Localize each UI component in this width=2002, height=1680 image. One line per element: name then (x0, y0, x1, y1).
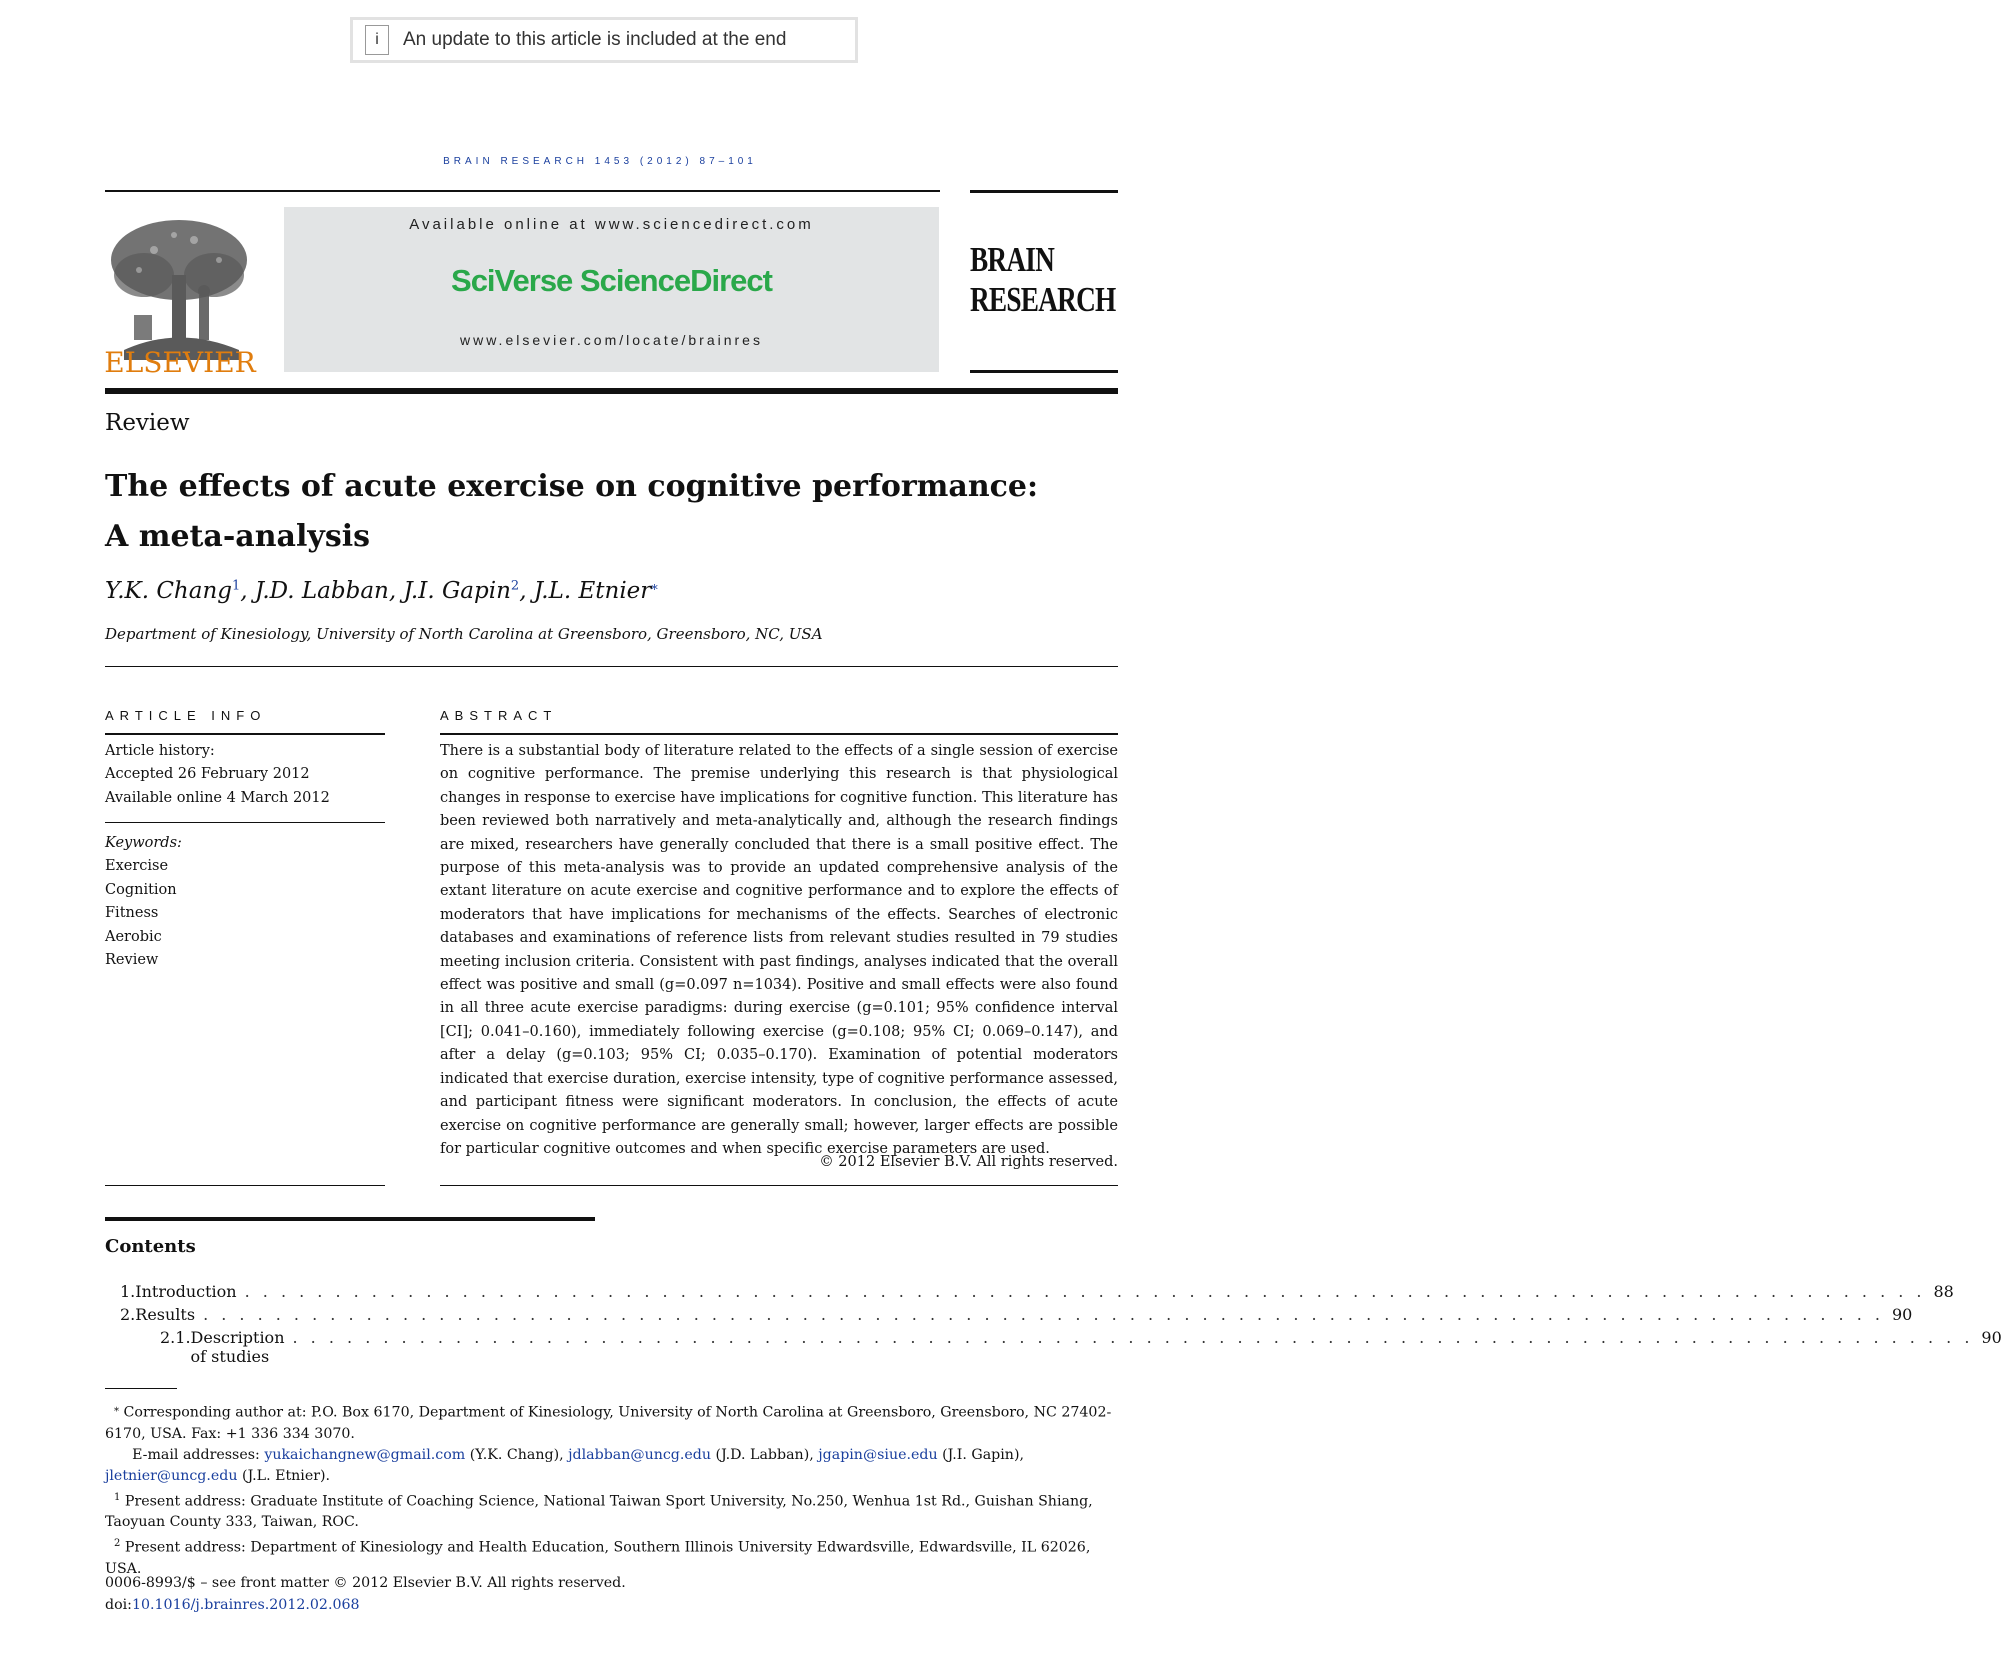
available-online-text: Available online at www.sciencedirect.com (409, 216, 814, 233)
author-list: Y.K. Chang$^1$, J.D. Labban, J.I. Gapin$^2$, J.L. Etnier⁎ (105, 578, 658, 604)
article-info-heading: ARTICLE INFO (105, 708, 267, 723)
toc-page: 88 (1933, 1282, 1954, 1301)
email-link[interactable]: jgapin@siue.edu (818, 1446, 938, 1463)
toc-page: 90 (1891, 1305, 1913, 1324)
footnote-2-text: Present address: Department of Kinesiology and Health Education, Southern Illinois University Edwardsville, Edwardsville, IL 62026, USA. (105, 1540, 1091, 1578)
email-link[interactable]: yukaichangnew@gmail.com (264, 1446, 466, 1463)
author-mark[interactable]: ⁎ (651, 578, 658, 594)
abstract-copyright: © 2012 Elsevier B.V. All rights reserved. (819, 1154, 1118, 1170)
email-label: E-mail addresses: (132, 1446, 260, 1463)
author-name[interactable]: J.L. Etnier (533, 578, 652, 604)
author-name[interactable]: J.D. Labban (254, 578, 389, 604)
email-owner: (J.L. Etnier). (242, 1467, 331, 1484)
header-bottom-rule (105, 388, 1118, 394)
footnote-mark: 2 (114, 1538, 121, 1550)
footnotes (105, 1398, 1118, 1580)
author-name[interactable]: Y.K. Chang (105, 578, 232, 604)
abstract-bottom-rule (440, 1185, 1118, 1186)
footnote-rule (105, 1388, 177, 1389)
elsevier-wordmark: ELSEVIER (104, 346, 256, 379)
contents-heading: Contents (105, 1236, 196, 1257)
abstract-heading: ABSTRACT (440, 708, 558, 723)
footnote-1-text: Present address: Graduate Institute of Coaching Science, National Taiwan Sport University, No.250, Wenhua 1st Rd., Guishan Shiang, Taoyuan County 333, Taiwan, ROC. (105, 1493, 1093, 1531)
email-owner: (J.I. Gapin), (942, 1446, 1024, 1463)
history-label: Article history: (105, 743, 215, 759)
abstract-text: There is a substantial body of literature related to the effects of a single session of exercise on cognitive performance. The premise underlying this research is that physiological changes in response to exercise have implications for cognitive function. This literature has been reviewed both narratively and meta-analytically and, although the research findings are mixed, researchers have generally concluded that there is a small positive effect. The purpose of this meta-analysis was to provide an updated comprehensive analysis of the extant literature on acute exercise and cognitive performance and to explore the effects of moderators that have implications for mechanisms of the effects. Searches of electronic databases and examinations of reference lists from relevant studies resulted in 79 studies meeting inclusion criteria. Consistent with past findings, analyses indicated that the overall effect was positive and small (g=0.097 n=1034). Positive and small effects were also found in all three acute exercise paradigms: during exercise (g=0.101; 95% confidence interval [CI]; 0.041–0.160), immediately following exercise (g=0.108; 95% CI; 0.069–0.147), and after a delay (g=0.103; 95% CI; 0.035–0.170). Examination of potential moderators indicated that exercise duration, exercise intensity, type of cognitive performance assessed, and participant fitness were significant moderators. In conclusion, the effects of acute exercise on cognitive performance are generally small; however, larger effects are possible for particular cognitive outcomes and when specific exercise parameters are used. (440, 743, 1118, 1157)
info-icon: i (365, 25, 389, 55)
toc-label[interactable]: Introduction (135, 1282, 237, 1301)
toc-number: 1. (120, 1282, 136, 1301)
keyword: Review (105, 952, 159, 969)
keyword: Cognition (105, 881, 177, 898)
title-line-1: The effects of acute exercise on cognitive performance: (105, 469, 1039, 504)
toc-leader: . . . . . . . . . . . . . . . . . . . . . . . . . . . . . . . . . . . . . . . . . . . . . . . . . . . . . . . . . . . . . . . . . . . . . . . . . . . . . . . . . . . . . . . . . . . . . (292, 1328, 1974, 1347)
toc-label[interactable]: Results (135, 1305, 196, 1324)
toc-item[interactable] (160, 1328, 2002, 1366)
author-mark[interactable]: 1 (232, 578, 241, 594)
keywords-label: Keywords: (105, 835, 182, 851)
email-owner: (Y.K. Chang), (469, 1446, 564, 1463)
keywords (105, 832, 182, 972)
contents-rule (105, 1217, 595, 1221)
toc-number: 2. (120, 1305, 136, 1324)
affiliation: Department of Kinesiology, University of North Carolina at Greensboro, Greensboro, NC, USA (105, 625, 823, 643)
email-owner: (J.D. Labban), (715, 1446, 814, 1463)
doi-link[interactable]: 10.1016/j.brainres.2012.02.068 (131, 1597, 360, 1613)
footnote-mark: ⁎ (114, 1403, 120, 1414)
toc-page: 90 (1981, 1328, 2002, 1347)
toc-number: 2.1. (160, 1328, 191, 1347)
keyword: Fitness (105, 905, 159, 922)
update-banner[interactable] (350, 17, 858, 63)
sciencedirect-brand[interactable]: SciVerse ScienceDirect (451, 263, 772, 298)
article-history (105, 740, 330, 810)
update-banner-text: An update to this article is included at the end (403, 29, 787, 50)
email-footnote (105, 1445, 1118, 1487)
doi-line (105, 1597, 360, 1613)
title-line-2: A meta-analysis (105, 519, 370, 554)
journal-logo (970, 240, 1116, 320)
doi-label: doi: (105, 1597, 132, 1613)
abstract-rule (440, 733, 1118, 735)
accepted-date: Accepted 26 February 2012 (105, 766, 310, 783)
corresponding-text: Corresponding author at: P.O. Box 6170, Department of Kinesiology, University of North Carolina at Greensboro, Greensboro, NC 27402-6170, USA. Fax: +1 336 334 3070. (105, 1404, 1112, 1442)
footnote-1 (105, 1487, 1118, 1534)
email-link[interactable]: jdlabban@uncg.edu (568, 1446, 712, 1463)
toc-leader: . . . . . . . . . . . . . . . . . . . . . . . . . . . . . . . . . . . . . . . . . . . . . . . . . . . . . . . . . . . . . . . . . . . . . . . . . . . . . . . . . . . . . . . . . . . . . (203, 1305, 1884, 1324)
toc-item[interactable] (120, 1282, 1954, 1301)
journal-logo-bottom-rule (970, 370, 1118, 373)
article-info-bottom-rule (105, 1185, 385, 1186)
toc-leader: . . . . . . . . . . . . . . . . . . . . . . . . . . . . . . . . . . . . . . . . . . . . . . . . . . . . . . . . . . . . . . . . . . . . . . . . . . . . . . . . . . . . . . . . . . . . . (244, 1282, 1926, 1301)
keyword: Aerobic (105, 928, 162, 945)
footnote-2 (105, 1533, 1118, 1580)
article-info-rule (105, 733, 385, 735)
journal-logo-top-rule (970, 190, 1118, 193)
journal-logo-line1: BRAIN (970, 240, 1055, 279)
toc-label[interactable]: Description of studies (190, 1328, 285, 1366)
article-info-mid-rule (105, 822, 385, 823)
corresponding-footnote (105, 1398, 1118, 1445)
journal-url[interactable]: www.elsevier.com/locate/brainres (460, 332, 763, 348)
issn-line: 0006-8993/$ – see front matter © 2012 Elsevier B.V. All rights reserved. (105, 1575, 626, 1591)
journal-logo-line2: RESEARCH (970, 280, 1116, 319)
available-date: Available online 4 March 2012 (105, 789, 330, 806)
header-top-rule (105, 190, 940, 192)
author-name[interactable]: J.I. Gapin (403, 578, 511, 604)
toc-item[interactable] (120, 1305, 1913, 1324)
email-link[interactable]: jletnier@uncg.edu (105, 1467, 238, 1484)
article-title (105, 462, 1105, 562)
journal-reference: BRAIN RESEARCH 1453 (2012) 87–101 (443, 156, 757, 167)
divider (105, 666, 1118, 667)
footnote-mark: 1 (114, 1491, 121, 1503)
author-mark[interactable]: 2 (510, 578, 520, 594)
article-type: Review (105, 410, 190, 436)
keyword: Exercise (105, 858, 169, 875)
